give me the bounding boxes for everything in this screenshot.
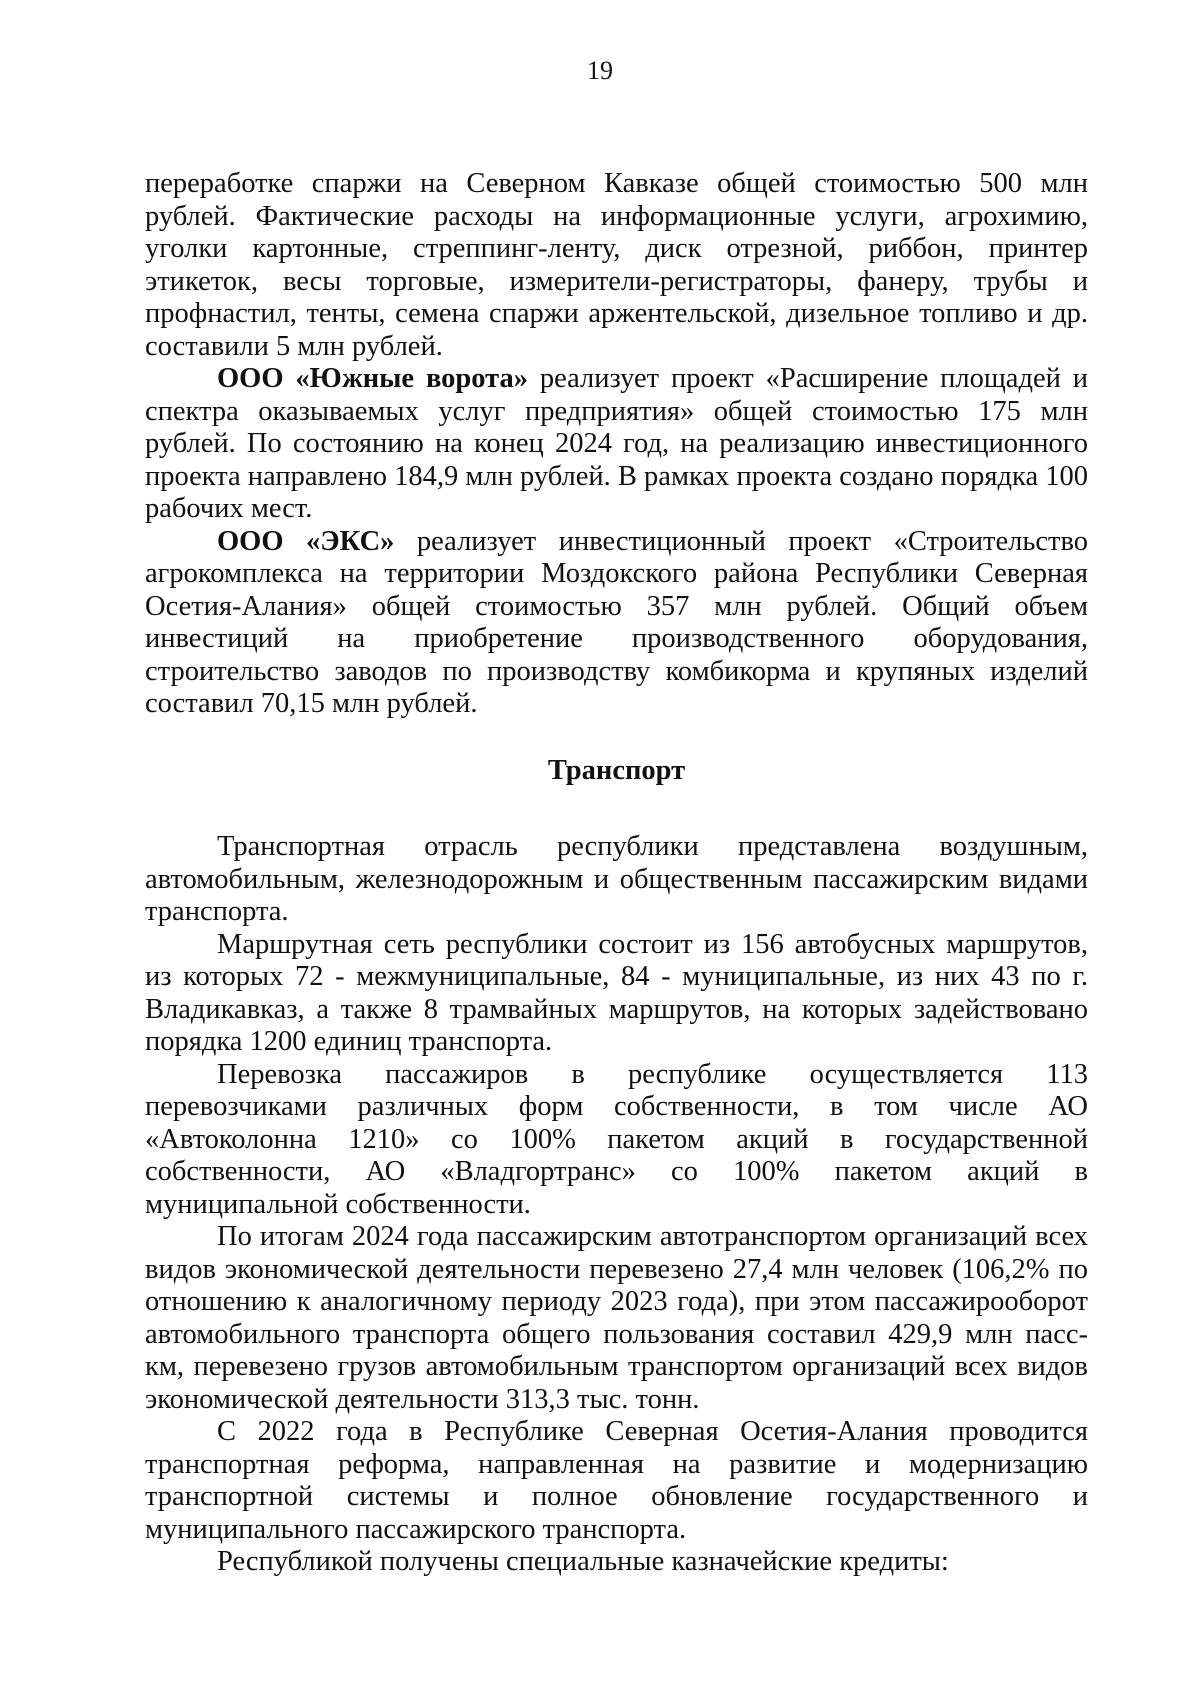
company-name: ООО «ЭКС» [217, 525, 395, 557]
paragraph-yuzhnye-vorota [145, 363, 1088, 526]
company-name: ООО «Южные ворота» [217, 363, 528, 394]
paragraph-2024-results: По итогам 2024 года пассажирским автотранспортом организаций всех видов экономической деятельности перевезено 27,4 млн человек (106,2% по отношению к аналогичному периоду 2023 года), при этом пассажирооборот автомобильного транспорта общего пользования составил 429,9 млн пасс-км, перевезено грузов автомобильным транспортом организаций всех видов экономической деятельности 313,3 тыс. тонн. [145, 1221, 1088, 1415]
document-body [145, 168, 1088, 1579]
paragraph-transport-reform: С 2022 года в Республике Северная Осетия-Алания проводится транспортная реформа, направленная на развитие и модернизацию транспортной системы и полное обновление государственного и муниципального пассажирского транспорта. [145, 1416, 1088, 1545]
paragraph-text: реализует инвестиционный проект «Строительство агрокомплекса на территории Моздокского района Республики Северная Осетия-Алания» общей стоимостью 357 млн рублей. Общий объем инвестиций на приобретение производственного оборудования, строительство заводов по производству комбикорма и крупяных изделий составил 70,15 млн рублей. [145, 525, 1089, 719]
paragraph-route-network: Маршрутная сеть республики состоит из 156 автобусных маршрутов, из которых 72 - межмуниципальные, 84 - муниципальные, из них 43 по г. Владикавказ, а также 8 трамвайных маршрутов, на которых задействовано порядка 1200 единиц транспорта. [145, 928, 1088, 1057]
page-number: 19 [587, 56, 613, 85]
paragraph-asparagus-expenses [145, 168, 1088, 363]
paragraph-text: переработке спаржи на Северном Кавказе общей стоимостью 500 млн рублей. Фактические расходы на информационные услуги, агрохимию, уголки картонные, стреппинг-ленту, диск отрезной, риббон, принтер этикеток, весы торговые, измерители-регистраторы, фанеру, трубы и профнастил, тенты, семена спаржи аржентельской, дизельное топливо и др. составили 5 млн рублей. [145, 168, 1088, 362]
paragraph-eks [145, 526, 1088, 721]
paragraph-treasury-credits: Республикой получены специальные казначейские кредиты: [217, 1546, 949, 1577]
paragraph-carriers: Перевозка пассажиров в республике осуществляется 113 перевозчиками различных форм собственности, в том числе АО «Автоколонна 1210» со 100% пакетом акций в государственной собственности, АО «Владгортранс» со 100% пакетом акций в муниципальной собственности. [145, 1058, 1088, 1220]
paragraph-text: реализует проект «Расширение площадей и спектра оказываемых услуг предприятия» общей стоимостью 175 млн рублей. По состоянию на конец 2024 год, на реализацию инвестиционного проекта направлено 184,9 млн рублей. В рамках проекта создано порядка 100 рабочих мест. [145, 363, 1088, 524]
section-title: Транспорт [547, 754, 686, 786]
paragraph-transport-sector: Транспортная отрасль республики представлена воздушным, автомобильным, железнодорожным и общественным пассажирским видами транспорта. [145, 831, 1088, 927]
